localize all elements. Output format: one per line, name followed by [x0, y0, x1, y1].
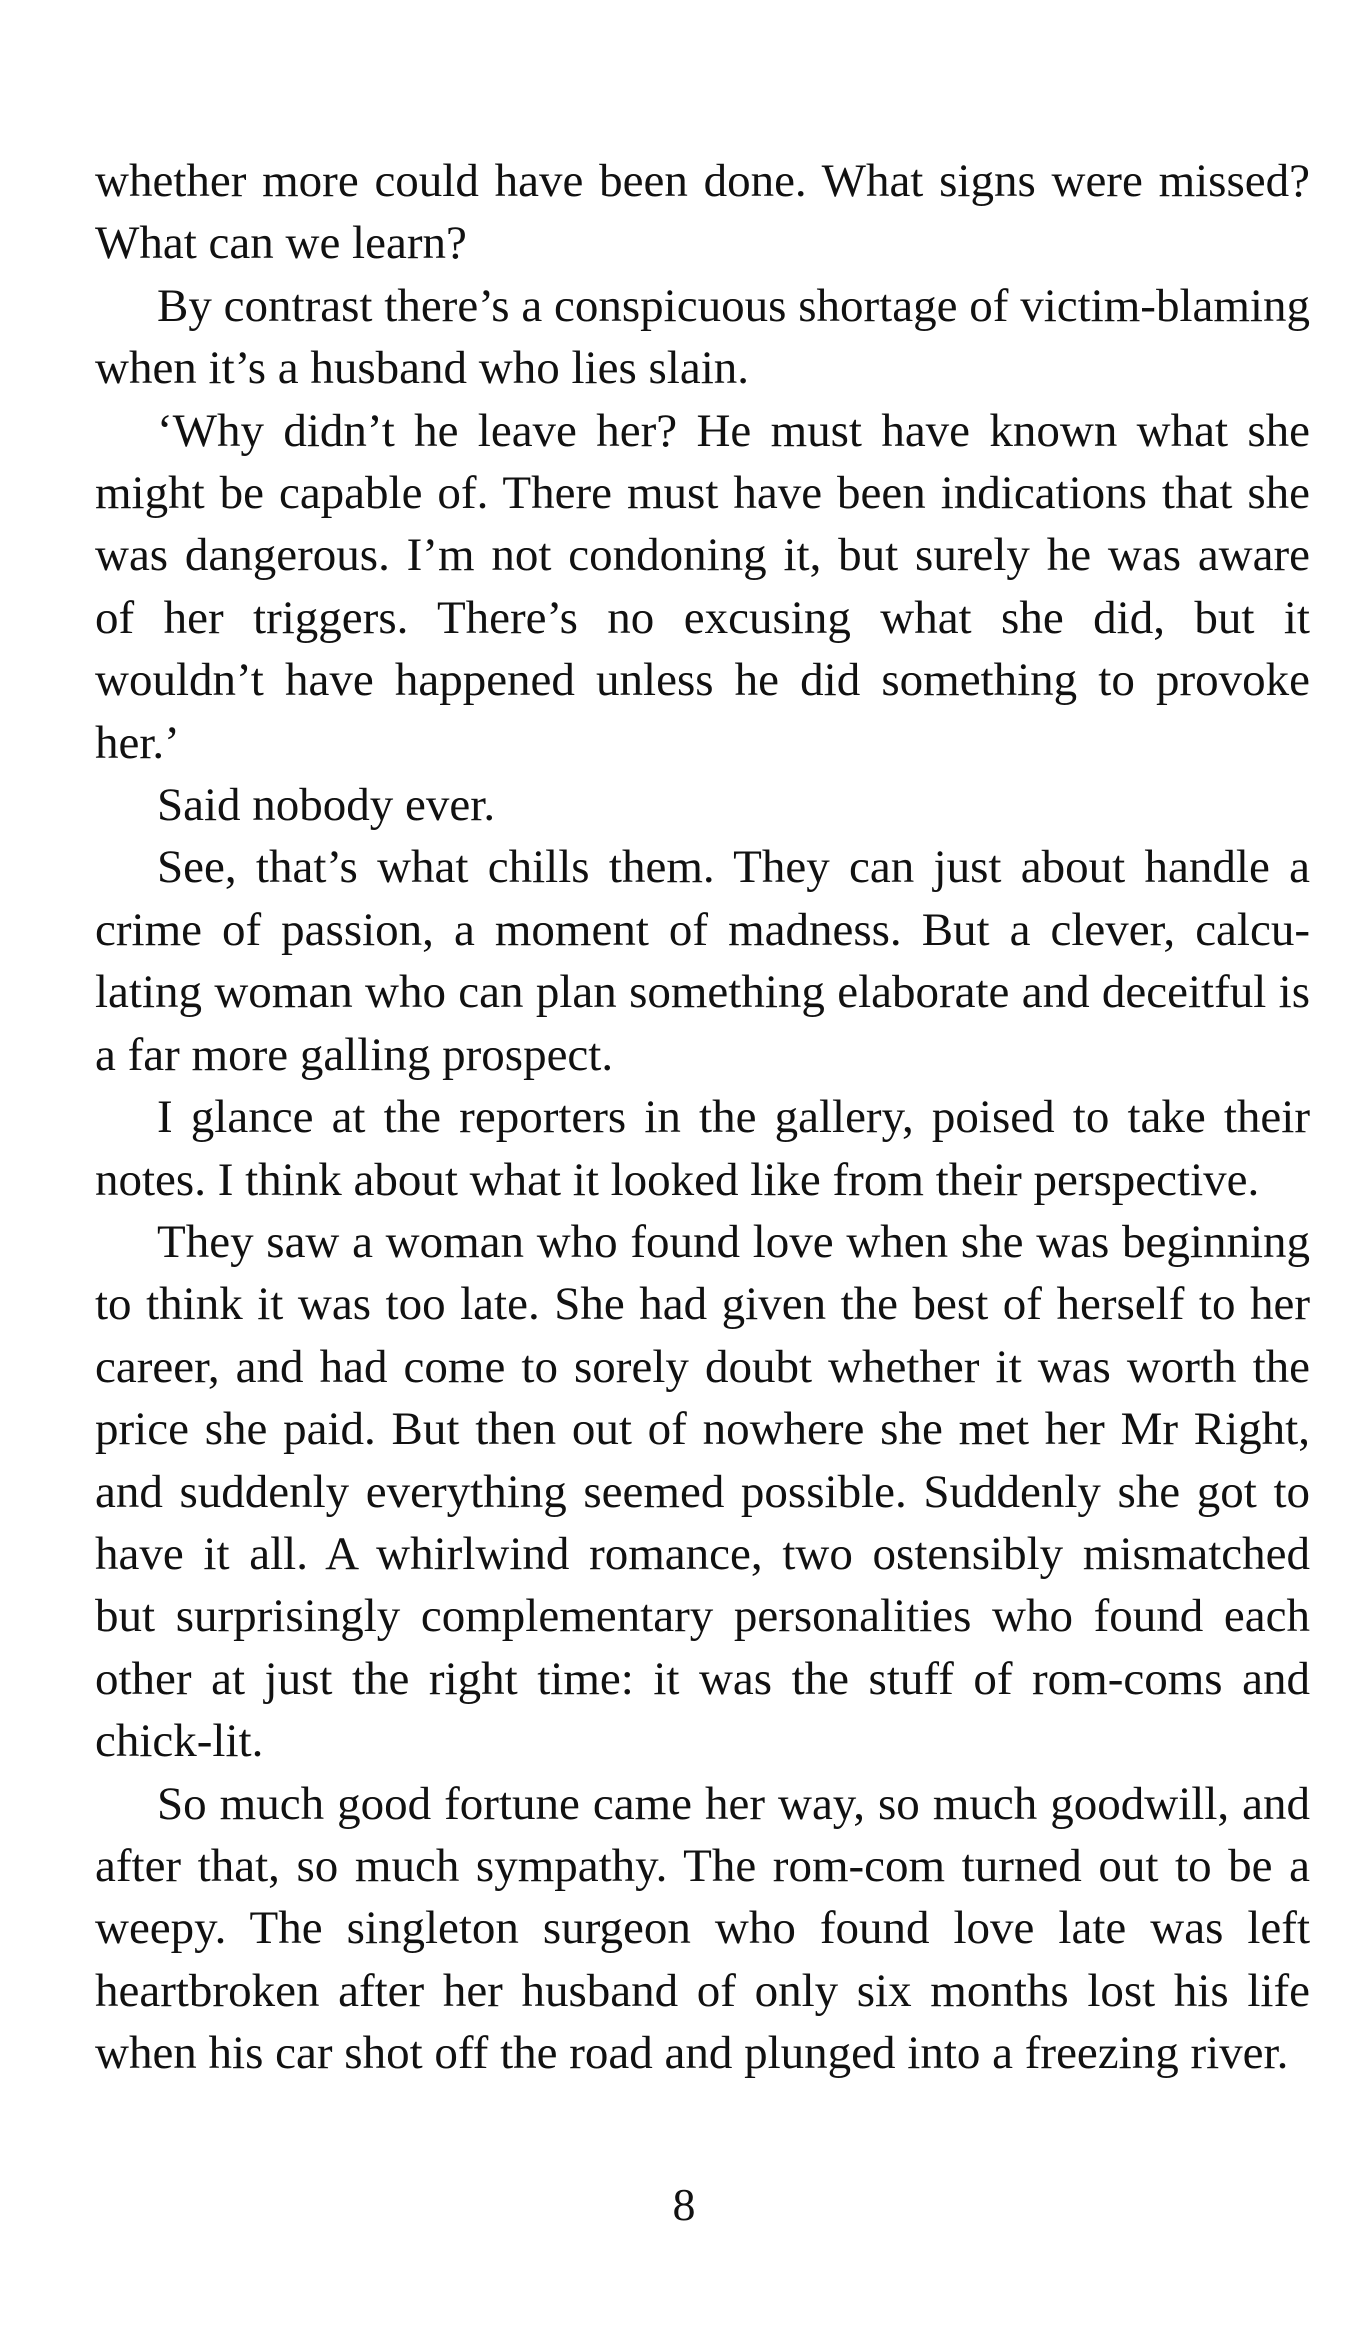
paragraph: So much good fortune came her way, so much goodwill, and after that, so much sympathy. The rom-com turned out to be a weepy. The singleton surgeon who found love late was left heartbroken after her husband of only six months lost his life when his car shot off the road and plunged into a freezing river. [95, 1777, 1310, 2080]
paragraph: Said nobody ever. [157, 779, 496, 832]
paragraph-continued: whether more could have been done. What signs were missed? What can we learn? [95, 155, 1310, 270]
paragraph: I glance at the reporters in the gallery, poised to take their notes. I think about what it looked like from their perspective. [95, 1091, 1310, 1206]
page-number: 8 [672, 2179, 696, 2230]
paragraph-quote: ‘Why didn’t he leave her? He must have known what she might be capable of. There must have been indications that she was dangerous. I’m not condoning it, but surely he was aware of her triggers. There’s no excusing what she did, but it wouldn’t have happened unless he did something to provoke her.’ [95, 404, 1310, 769]
paragraph: By contrast there’s a conspicuous shortage of victim-blaming when it’s a husband who lies slain. [95, 279, 1310, 395]
paragraph: They saw a woman who found love when she was beginning to think it was too late. She had given the best of herself to her career, and had come to sorely doubt whether it was worth the price she paid. But then out of nowhere she met her Mr Right, and suddenly everything seemed possible. Suddenly she got to have it all. A whirlwind romance, two ostensibly mismatched but surprisingly complementary personalities who found each other at just the right time: it was the stuff of rom-coms and chick-lit. [95, 1215, 1310, 1768]
paragraph: See, that’s what chills them. They can just about handle a crime of passion, a moment of madness. But a clever, calculating woman who can plan something elaborate and deceitful is a far more galling prospect. [95, 841, 1310, 1081]
body-text [95, 150, 1310, 2085]
